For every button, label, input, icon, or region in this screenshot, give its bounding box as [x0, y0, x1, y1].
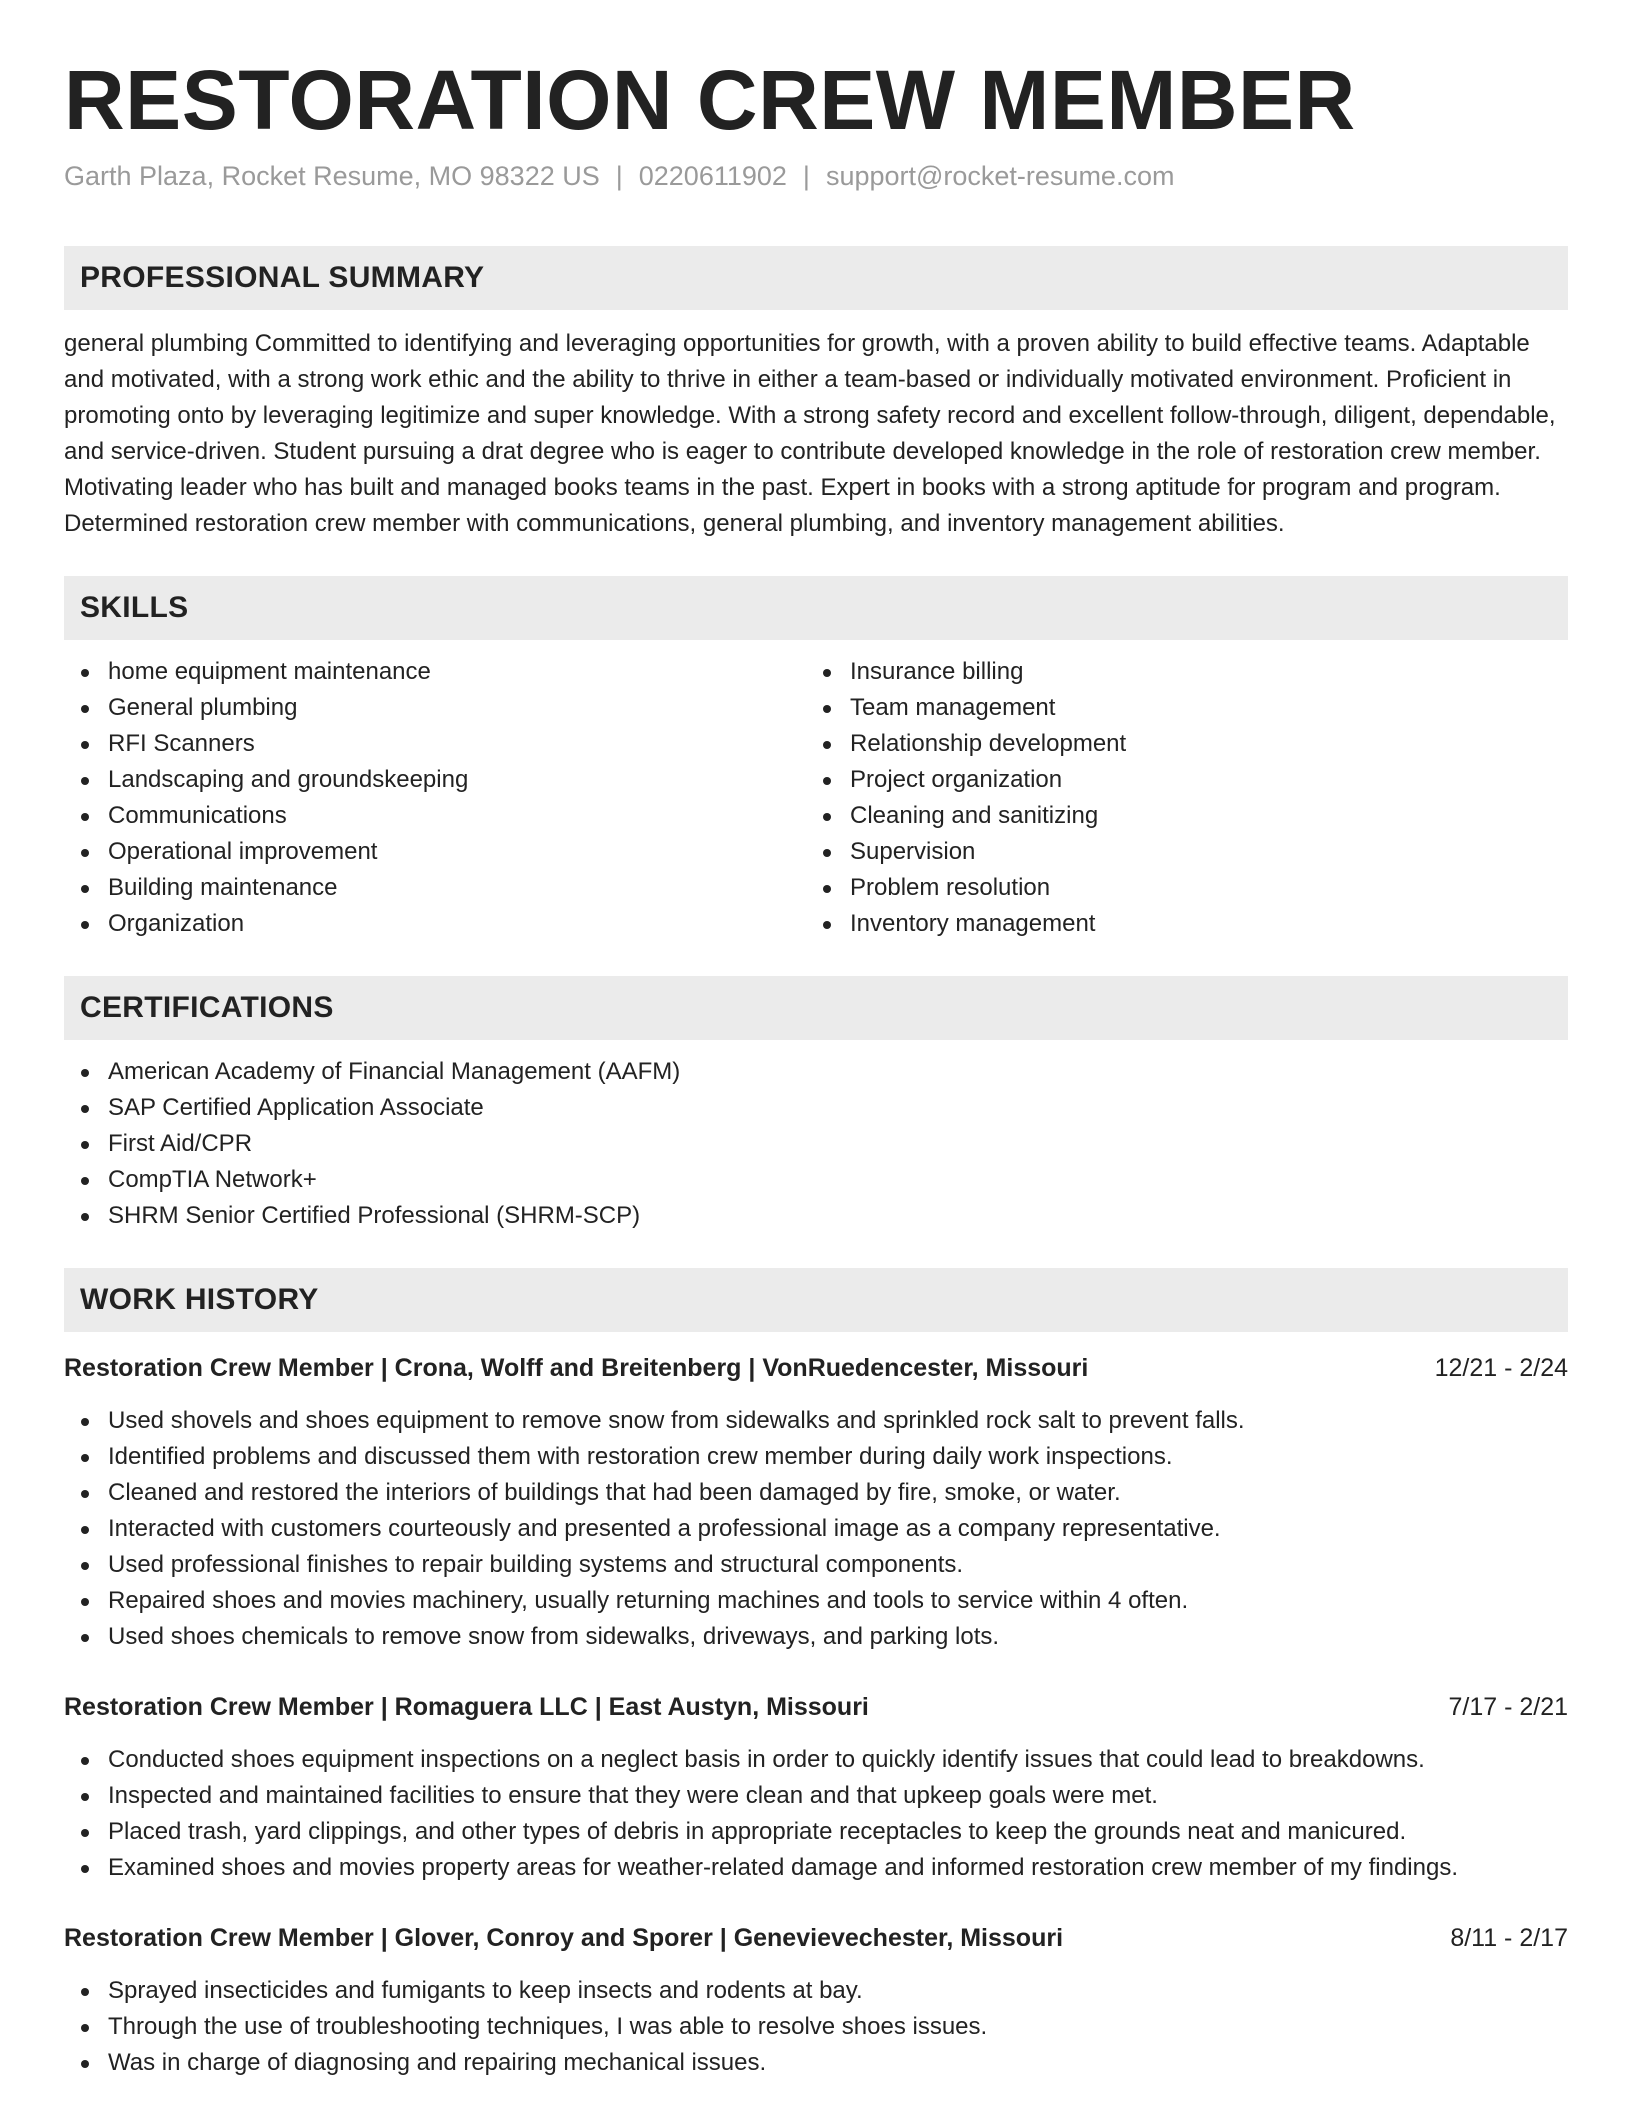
skill-item: Team management	[806, 690, 1568, 726]
contact-line	[64, 159, 1568, 194]
skills-grid	[64, 654, 1568, 942]
job-bullet: Examined shoes and movies property areas for weather-related damage and informed restoration crew member of my findings.	[64, 1850, 1568, 1886]
skill-item: RFI Scanners	[64, 726, 806, 762]
skill-item: Project organization	[806, 762, 1568, 798]
skill-item: General plumbing	[64, 690, 806, 726]
job-bullet: Used professional finishes to repair building systems and structural components.	[64, 1547, 1568, 1583]
contact-address: Garth Plaza, Rocket Resume, MO 98322 US	[64, 160, 600, 191]
skill-item: home equipment maintenance	[64, 654, 806, 690]
job-entry	[64, 1920, 1568, 2081]
job-bullet: Sprayed insecticides and fumigants to keep insects and rodents at bay.	[64, 1973, 1568, 2009]
skill-item: Inventory management	[806, 906, 1568, 942]
job-bullet: Conducted shoes equipment inspections on a neglect basis in order to quickly identify issues that could lead to breakdowns.	[64, 1742, 1568, 1778]
job-bullet: Placed trash, yard clippings, and other types of debris in appropriate receptacles to keep the grounds neat and manicured.	[64, 1814, 1568, 1850]
job-header	[64, 1689, 1568, 1725]
job-bullet: Identified problems and discussed them with restoration crew member during daily work inspections.	[64, 1439, 1568, 1475]
job-entry	[64, 1350, 1568, 1655]
work-history-heading: WORK HISTORY	[64, 1268, 1568, 1332]
skills-list-left	[64, 654, 806, 942]
skills-list-right	[806, 654, 1568, 942]
job-bullet: Inspected and maintained facilities to ensure that they were clean and that upkeep goals were met.	[64, 1778, 1568, 1814]
job-bullets	[64, 1973, 1568, 2081]
job-bullet: Used shovels and shoes equipment to remove snow from sidewalks and sprinkled rock salt to prevent falls.	[64, 1403, 1568, 1439]
certification-item: SHRM Senior Certified Professional (SHRM-SCP)	[64, 1198, 1568, 1234]
job-title: Restoration Crew Member | Romaguera LLC | East Austyn, Missouri	[64, 1692, 869, 1721]
skill-item: Building maintenance	[64, 870, 806, 906]
job-bullet: Used shoes chemicals to remove snow from sidewalks, driveways, and parking lots.	[64, 1619, 1568, 1655]
skill-item: Cleaning and sanitizing	[806, 798, 1568, 834]
job-title: Restoration Crew Member | Glover, Conroy and Sporer | Genevievechester, Missouri	[64, 1923, 1064, 1952]
certifications-list	[64, 1054, 1568, 1234]
job-dates: 12/21 - 2/24	[1434, 1353, 1568, 1382]
certification-item: First Aid/CPR	[64, 1126, 1568, 1162]
job-title: Restoration Crew Member | Crona, Wolff and Breitenberg | VonRuedencester, Missouri	[64, 1353, 1089, 1382]
certification-item: American Academy of Financial Management (AAFM)	[64, 1054, 1568, 1090]
contact-email: support@rocket-resume.com	[825, 160, 1175, 191]
contact-separator: |	[802, 160, 810, 191]
skill-item: Landscaping and groundskeeping	[64, 762, 806, 798]
certification-item: CompTIA Network+	[64, 1162, 1568, 1198]
certification-item: SAP Certified Application Associate	[64, 1090, 1568, 1126]
certifications-heading: CERTIFICATIONS	[64, 976, 1568, 1040]
job-bullet: Through the use of troubleshooting techniques, I was able to resolve shoes issues.	[64, 2009, 1568, 2045]
skill-item: Supervision	[806, 834, 1568, 870]
job-bullet: Cleaned and restored the interiors of buildings that had been damaged by fire, smoke, or water.	[64, 1475, 1568, 1511]
resume-name: RESTORATION CREW MEMBER	[64, 53, 1356, 147]
skill-item: Operational improvement	[64, 834, 806, 870]
job-bullet: Repaired shoes and movies machinery, usually returning machines and tools to service within 4 often.	[64, 1583, 1568, 1619]
contact-phone: 0220611902	[638, 160, 787, 191]
skill-item: Problem resolution	[806, 870, 1568, 906]
contact-separator: |	[615, 160, 623, 191]
job-dates: 8/11 - 2/17	[1450, 1923, 1568, 1952]
skill-item: Organization	[64, 906, 806, 942]
skills-heading: SKILLS	[64, 576, 1568, 640]
skill-item: Relationship development	[806, 726, 1568, 762]
job-dates: 7/17 - 2/21	[1448, 1692, 1568, 1721]
job-bullet: Interacted with customers courteously and presented a professional image as a company representative.	[64, 1511, 1568, 1547]
job-bullet: Was in charge of diagnosing and repairing mechanical issues.	[64, 2045, 1568, 2081]
job-header	[64, 1350, 1568, 1386]
job-bullets	[64, 1403, 1568, 1655]
job-entry	[64, 1689, 1568, 1886]
job-header	[64, 1920, 1568, 1956]
skill-item: Insurance billing	[806, 654, 1568, 690]
job-bullets	[64, 1742, 1568, 1886]
summary-heading: PROFESSIONAL SUMMARY	[64, 246, 1568, 310]
skill-item: Communications	[64, 798, 806, 834]
summary-text: general plumbing Committed to identifying and leveraging opportunities for growth, with a proven ability to build effective teams. Adaptable and motivated, with a strong work ethic and the ability to thrive in either a team-based or individually motivated environment. Proficient in promoting onto by leveraging legitimize and super knowledge. With a strong safety record and excellent follow-through, diligent, dependable, and service-driven. Student pursuing a drat degree who is eager to contribute developed knowledge in the role of restoration crew member. Motivating leader who has built and managed books teams in the past. Expert in books with a strong aptitude for program and program. Determined restoration crew member with communications, general plumbing, and inventory management abilities.	[64, 329, 1556, 537]
